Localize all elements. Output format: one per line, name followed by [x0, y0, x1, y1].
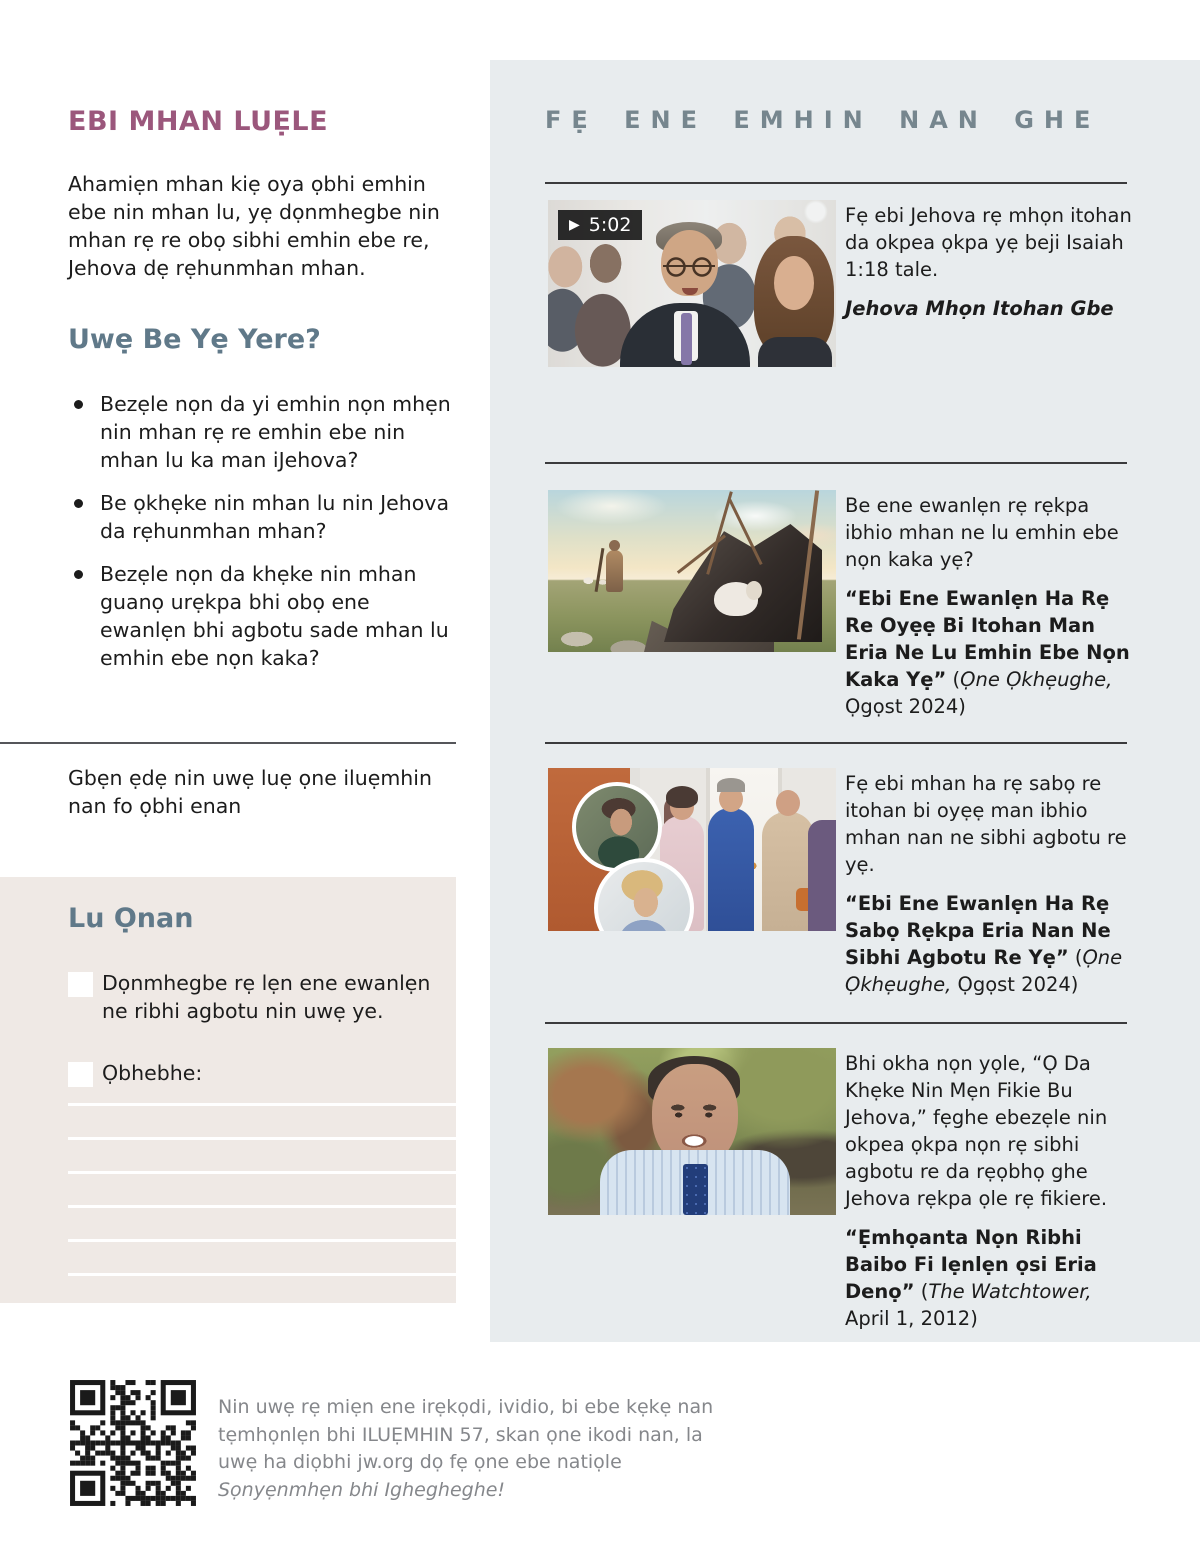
divider: [0, 742, 456, 744]
section-reference: [845, 1224, 1139, 1332]
section-text: [845, 202, 1139, 322]
art-shape: [758, 337, 832, 367]
reference-paren: (: [1068, 946, 1083, 969]
video-title: Jehova Mhọn Itohan Gbe: [845, 297, 1114, 320]
divider: [545, 182, 1127, 184]
art-shape: [746, 581, 762, 600]
reference-date: Ọgọst 2024): [951, 973, 1079, 996]
art-shape: [681, 313, 692, 365]
panel-heading: FẸ ENE EMHIN NAN GHE: [545, 106, 1101, 134]
image-smiling-man-portrait: [548, 1048, 836, 1215]
video-duration: 5:02: [588, 214, 632, 236]
page-title: EBI MHAN LUẸLE: [68, 106, 329, 137]
writing-line[interactable]: [68, 1205, 456, 1208]
section-body: Bhi okha nọn yọle, “Ọ Da Khẹke Nin Mẹn Fikie Bu Jehova,” fẹghe ebezẹle nin okpea ọkpa nọn rẹ sibhi agbotu re da rẹọbhọ ghe Jehova rẹkpa ọle rẹ fikiere.: [845, 1052, 1108, 1210]
section-body: Be ene ewanlẹn rẹ rẹkpa ibhio mhan ne lu emhin ebe nọn kaka yẹ?: [845, 494, 1119, 571]
section-text: [845, 1050, 1139, 1332]
bullet-icon: [74, 400, 83, 409]
figure-man-suit: [708, 808, 754, 931]
questions-heading: Uwẹ Be Yẹ Yere?: [68, 324, 321, 355]
reference-paren: (: [946, 668, 961, 691]
checkbox[interactable]: [68, 972, 93, 997]
todo-item: [68, 969, 440, 1025]
section-reference: [845, 890, 1139, 998]
media-panel: [490, 60, 1200, 1342]
video-duration-badge: [558, 210, 642, 240]
art-shape: [683, 1164, 708, 1215]
reference-source: The Watchtower,: [928, 1280, 1092, 1303]
figure-shepherd: [606, 550, 623, 592]
art-shape: [808, 820, 836, 931]
writing-line[interactable]: [68, 1103, 456, 1106]
section-reference: [845, 585, 1139, 720]
todo-item-label: Dọnmhegbe rẹ lẹn ene ewanlẹn ne ribhi agbotu nin uwẹ ye.: [102, 971, 431, 1023]
writing-line[interactable]: [68, 1171, 456, 1174]
todo-item-label: Ọbhebhe:: [102, 1061, 203, 1085]
question-text: Be ọkhẹke nin mhan lu nin Jehova da rẹhunmhan mhan?: [100, 491, 450, 543]
reference-date: Ọgọst 2024): [845, 695, 966, 718]
section-body: Fẹ ebi mhan ha rẹ sabọ re itohan bi oyẹẹ man ibhio mhan nan ne sibhi agbotu re yẹ.: [845, 772, 1127, 876]
writing-line[interactable]: [68, 1273, 456, 1276]
todo-heading: Lu Ọnan: [68, 903, 194, 934]
reference-quote: “Ẹmhọanta Nọn Ribhi Baibo Fi Iẹnlẹn ọsi Eria Denọ”: [845, 1226, 1097, 1303]
footer-text-publication: Sọnyẹnmhẹn bhi Ighegheghe!: [218, 1478, 506, 1501]
reference-date: April 1, 2012): [845, 1307, 978, 1330]
image-greeting-collage: [548, 768, 836, 931]
list-item: [68, 489, 456, 545]
list-item: [68, 560, 456, 672]
question-text: Bezẹle nọn da khẹke nin mhan guanọ urẹkpa bhi obọ ene ewanlẹn bhi agbotu sade mhan lu emhin ebe nọn kaka?: [100, 562, 449, 670]
footer-text-main: Nin uwẹ rẹ miẹn ene irẹkọdi, ividio, bi ebe kẹkẹ nan tẹmhọnlẹn bhi ILUẸMHIN 57, skan ọne ikodi nan, la uwẹ ha diọbhi jw.org dọ fẹ ọne ebe natiọle: [218, 1396, 714, 1473]
writing-line[interactable]: [68, 1137, 456, 1140]
glasses-icon: [663, 256, 715, 278]
writing-line[interactable]: [68, 1239, 456, 1242]
reference-source: Ọne Ọkhẹughe,: [845, 946, 1123, 996]
bullet-icon: [74, 499, 83, 508]
reference-quote: “Ebi Ene Ewanlẹn Ha Rẹ Re Oyẹẹ Bi Itohan Man Eria Ne Lu Emhin Ebe Nọn Kaka Yẹ”: [845, 587, 1130, 691]
art-shape: [595, 548, 605, 592]
footer-text: [218, 1394, 746, 1504]
figure-woman-face: [774, 256, 814, 310]
figure-woman-coat: [762, 812, 814, 931]
note-text: Gbẹn ẹdẹ nin uwẹ luẹ ọne iluẹmhin nan fo ọbhi enan: [68, 766, 432, 818]
qr-code-icon: [65, 1375, 201, 1511]
intro-paragraph: Ahamiẹn mhan kiẹ oya ọbhi emhin ebe nin mhan lu, yẹ dọnmhegbe nin mhan rẹ re obọ sibhi emhin ebe re, Jehova dẹ rẹhunmhan mhan.: [68, 172, 440, 280]
divider: [545, 1022, 1127, 1024]
todo-item: [68, 1059, 440, 1087]
questions-list: [68, 390, 456, 687]
section-body: Fẹ ebi Jehova rẹ mhọn itohan da okpea ọkpa yẹ beji Isaiah 1:18 tale.: [845, 204, 1132, 281]
divider: [545, 462, 1127, 464]
list-item: [68, 390, 456, 474]
video-thumbnail-congregation[interactable]: [548, 200, 836, 367]
divider: [545, 742, 1127, 744]
question-text: Bezẹle nọn da yi emhin nọn mhẹn nin mhan rẹ re emhin ebe nin mhan lu ka man iJehova?: [100, 392, 451, 472]
section-text: [845, 492, 1139, 720]
reference-source: Ọne Ọkhẹughe,: [960, 668, 1113, 691]
todo-box: [0, 877, 456, 1303]
checkbox[interactable]: [68, 1062, 93, 1087]
section-text: [845, 770, 1139, 998]
bullet-icon: [74, 570, 83, 579]
image-shepherd-lamb-painting: [548, 490, 836, 652]
reference-quote: “Ebi Ene Ewanlẹn Ha Rẹ Sabọ Rẹkpa Eria Nan Ne Sibhi Agbotu Re Yẹ”: [845, 892, 1111, 969]
play-icon: ▶: [569, 217, 580, 233]
reference-paren: (: [914, 1280, 929, 1303]
